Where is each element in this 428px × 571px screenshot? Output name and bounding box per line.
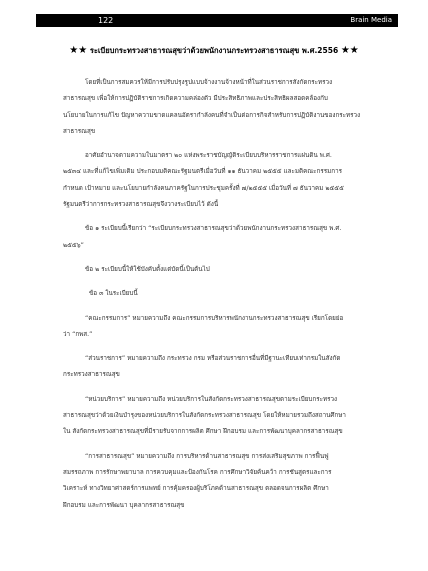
text-line: วิเคราะห์ ทางวิทยาศาสตร์การแพทย์ การคุ้มครองผู้บริโภคด้านสาธารณสุข ตลอดจนการผลิต ศึกษา	[63, 485, 329, 493]
title-text: ระเบียบกระทรวงสาธารณสุขว่าด้วยพนักงานกระทรวงสาธารณสุข พ.ศ.2556	[89, 46, 339, 55]
star-icon-right: ★★	[340, 45, 359, 56]
text-line: อาศัยอำนาจตามความในมาตรา ๒๐ แห่งพระราชบัญญัติระเบียบบริหารราชการแผ่นดิน พ.ศ.	[85, 152, 332, 160]
definition-public-health	[63, 449, 387, 514]
text-line: ๒๕๕๖”	[63, 241, 84, 249]
text-line: สาธารณสุขว่าด้วยเงินบำรุงของหน่วยบริการในสังกัดกระทรวงสาธารณสุข โดยให้หมายรวมถึงสถานศึกษา	[63, 412, 346, 420]
document-title	[0, 45, 428, 57]
text-line: รัฐมนตรีว่าการกระทรวงสาธารณสุขจึงวางระเบียบไว้ ดังนี้	[63, 201, 219, 209]
clause-3	[63, 286, 387, 302]
text-line: สาธารณสุข	[63, 127, 96, 135]
text-line: สมรรถภาพ การรักษาพยาบาล การควบคุมและป้องกันโรค การศึกษาวิจัยค้นคว้า การชันสูตรและการ	[63, 468, 332, 476]
text-line: กำหนด เป้าหมาย และนโยบายกำลังคนภาครัฐในการประชุมครั้งที่ ๗/๒๕๕๕ เมื่อวันที่ ๗ ธันวาคม ๒๕๕๕	[63, 184, 344, 192]
text-line: ข้อ ๒ ระเบียบนี้ให้ใช้บังคับตั้งแต่บัดนี้เป็นต้นไป	[85, 265, 210, 273]
text-line: ข้อ ๓ ในระเบียบนี้	[89, 290, 138, 298]
text-line: “การสาธารณสุข” หมายความถึง การบริหารด้านสาธารณสุข การส่งเสริมสุขภาพ การฟื้นฟู	[85, 452, 329, 460]
clause-2	[63, 262, 387, 278]
text-line: ฝึกอบรม และการพัฒนา บุคลากรสาธารณสุข	[63, 501, 185, 509]
text-line: โดยที่เป็นการสมควรให้มีการปรับปรุงรูปแบบจ้างงานจ้างหน้าที่ในส่วนราชการสังกัดกระทรวง	[85, 79, 333, 86]
text-line: สาธารณสุข เพื่อให้การปฏิบัติราชการเกิดความคล่องตัว มีประสิทธิภาพและประสิทธิผลสอดคล้องกับ	[63, 95, 328, 103]
definition-service-unit	[63, 392, 387, 441]
page-number: 122	[98, 16, 114, 25]
text-line: ว่า “กพส.”	[63, 330, 93, 338]
document-body	[63, 75, 387, 522]
star-icon-left: ★★	[69, 45, 88, 56]
text-line: ข้อ ๑ ระเบียบนี้เรียกว่า “ระเบียบกระทรวงสาธารณสุขว่าด้วยพนักงานกระทรวงสาธารณสุข พ.ศ.	[85, 225, 342, 233]
paragraph-authority	[63, 148, 387, 213]
text-line: “หน่วยบริการ” หมายความถึง หน่วยบริการในสังกัดกระทรวงสาธารณสุขตามระเบียบกระทรวง	[85, 395, 338, 403]
text-line: ๒๕๓๔ และที่แก้ไขเพิ่มเติม ประกอบมติคณะรัฐมนตรีเมื่อวันที่ ๑๑ ธันวาคม ๒๕๕๕ และมติคณะกรรมการ	[63, 168, 342, 176]
text-line: ใน สังกัดกระทรวงสาธารณสุขที่มีรายรับจากการผลิต ศึกษา ฝึกอบรม และการพัฒนาบุคลากรสาธารณสุข	[63, 428, 343, 436]
text-line: นโยบายในการแก้ไข ปัญหาความขาดแคลนอัตรากำลังคนที่จำเป็นต่อการกิจสำหรับการปฏิบัติงานของกระทรวง	[63, 111, 361, 119]
text-line: “ส่วนราชการ” หมายความถึง กระทรวง กรม หรือส่วนราชการอื่นที่มีฐานะเทียบเท่ากรมในสังกัด	[85, 355, 341, 363]
definition-agency	[63, 351, 387, 384]
text-line: “คณะกรรมการ” หมายความถึง คณะกรรมการบริหารพนักงานกระทรวงสาธารณสุข เรียกโดยย่อ	[85, 314, 344, 322]
paragraph-preamble	[63, 75, 387, 140]
clause-1	[63, 221, 387, 254]
publisher-name: Brain Media	[350, 16, 392, 24]
definition-committee	[63, 311, 387, 344]
page-header-bar	[36, 14, 398, 27]
text-line: กระทรวงสาธารณสุข	[63, 371, 120, 379]
